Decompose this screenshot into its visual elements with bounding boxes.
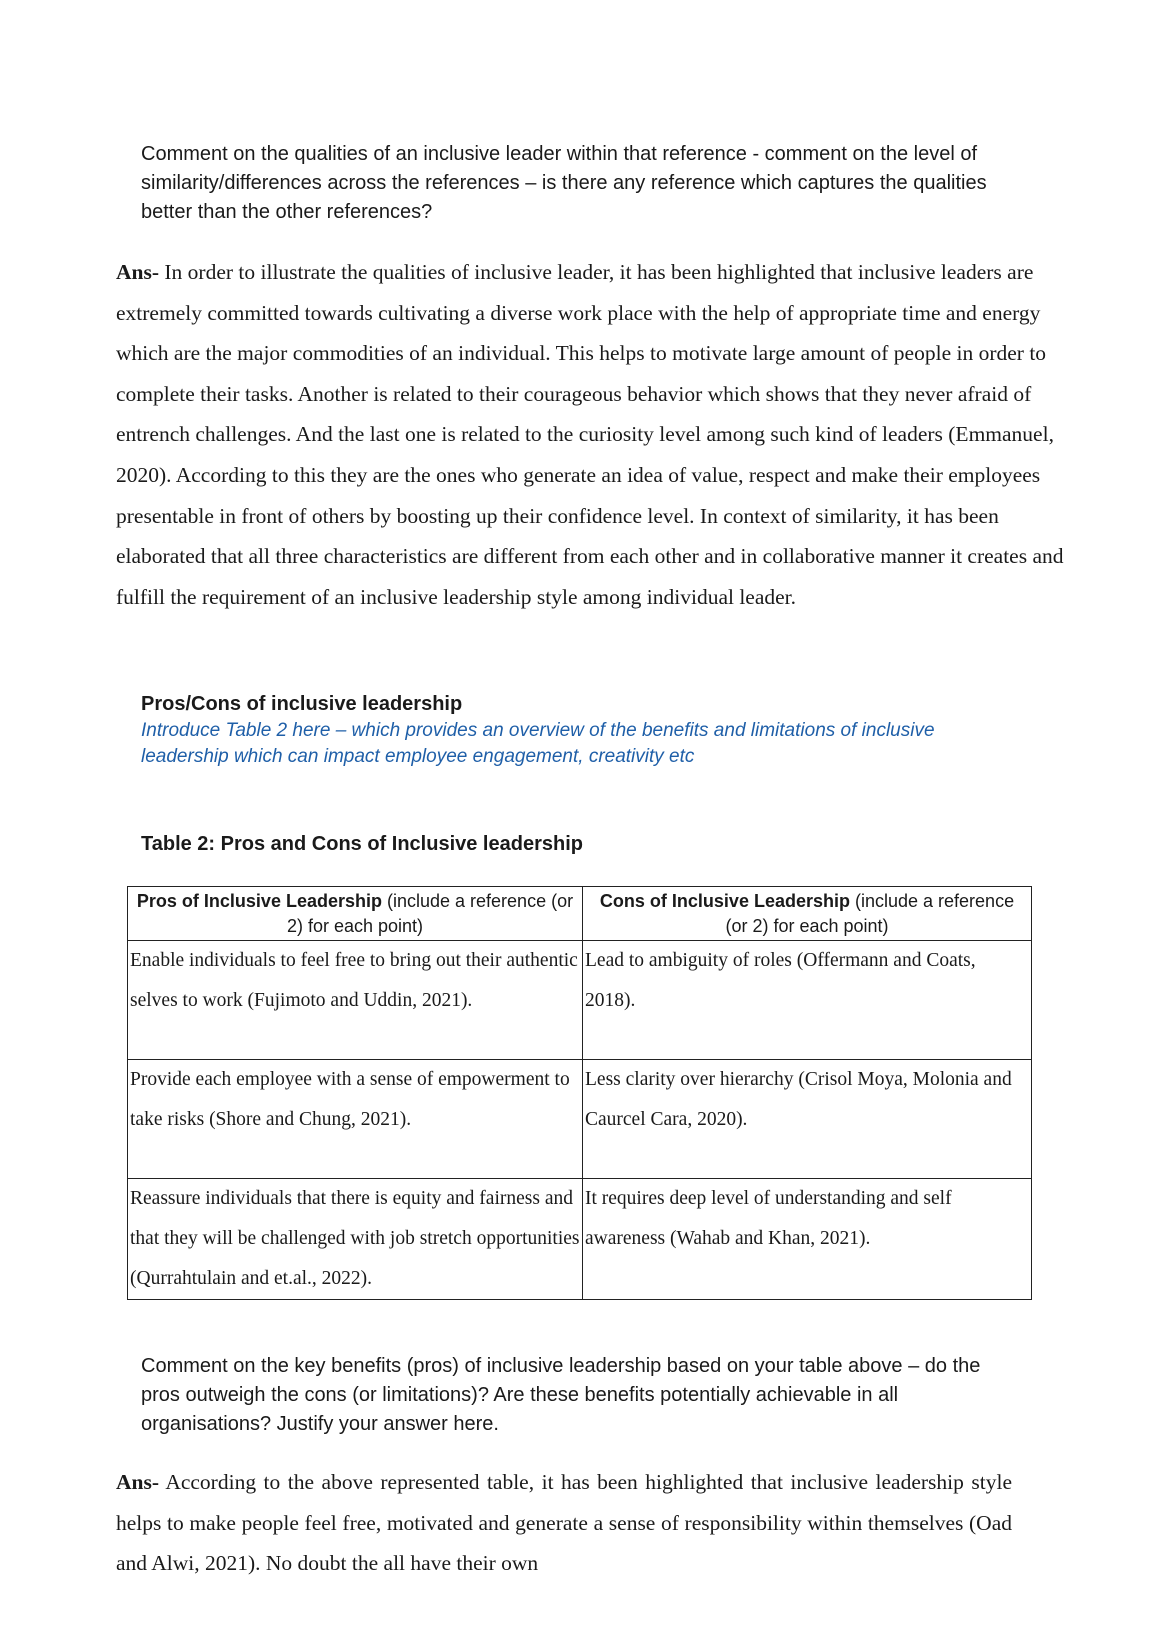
cons-header	[583, 887, 1032, 941]
question-2: Comment on the key benefits (pros) of inclusive leadership based on your table above – do the pros outweigh the cons (or limitations)? Are these benefits potentially achievable in all organisations? Justify your answer here.	[141, 1355, 981, 1435]
question-1: Comment on the qualities of an inclusive leader within that reference - comment on the level of similarity/differences across the references – is there any reference which captures the qualities better than the other references?	[141, 143, 987, 223]
answer-1-label: Ans-	[116, 260, 160, 284]
cons-header-bold: Cons of Inclusive Leadership	[599, 891, 850, 911]
pro-cell: Provide each employee with a sense of empowerment to take risks (Shore and Chung, 2021).	[128, 1060, 583, 1179]
answer-1-text: In order to illustrate the qualities of inclusive leader, it has been highlighted that inclusive leaders are extremely committed towards cultivating a diverse work place with the help of appropriate time and energy which are the major commodities of an individual. This helps to motivate large amount of people in order to complete their tasks. Another is related to their courageous behavior which shows that they never afraid of entrench challenges. And the last one is related to the curiosity level among such kind of leaders (Emmanuel, 2020). According to this they are the ones who generate an idea of value, respect and make their employees presentable in front of others by boosting up their confidence level. In context of similarity, it has been elaborated that all three characteristics are different from each other and in collaborative manner it creates and fulfill the requirement of an inclusive leadership style among individual leader.	[116, 260, 1064, 609]
con-cell: It requires deep level of understanding and self awareness (Wahab and Khan, 2021).	[583, 1179, 1032, 1300]
pro-cell: Enable individuals to feel free to bring out their authentic selves to work (Fujimoto and Uddin, 2021).	[128, 941, 583, 1060]
table-header-row	[128, 887, 1032, 941]
con-cell: Less clarity over hierarchy (Crisol Moya, Molonia and Caurcel Cara, 2020).	[583, 1060, 1032, 1179]
section-heading: Pros/Cons of inclusive leadership	[141, 693, 463, 715]
pros-cons-table	[127, 886, 1032, 1300]
pros-header-bold: Pros of Inclusive Leadership	[136, 891, 382, 911]
answer-2	[116, 1462, 1012, 1584]
answer-2-text: According to the above represented table, it has been highlighted that inclusive leadership style helps to make people feel free, motivated and generate a sense of responsibility within themselves (Oad and Alwi, 2021). No doubt the all have their own	[116, 1470, 1012, 1576]
table-title: Table 2: Pros and Cons of Inclusive leadership	[141, 833, 583, 855]
answer-1	[116, 252, 1086, 617]
table-row	[128, 1179, 1032, 1300]
cons-header-rest: (include a reference (or 2) for each point)	[725, 891, 1015, 936]
con-cell: Lead to ambiguity of roles (Offermann and Coats, 2018).	[583, 941, 1032, 1060]
pros-header-rest: (include a reference (or 2) for each point)	[286, 891, 574, 936]
table-row	[128, 1060, 1032, 1179]
table-row	[128, 941, 1032, 1060]
pro-cell: Reassure individuals that there is equity and fairness and that they will be challenged with job stretch opportunities (Qurrahtulain and et.al., 2022).	[128, 1179, 583, 1300]
section-intro: Introduce Table 2 here – which provides an overview of the benefits and limitations of inclusive leadership which can impact employee engagement, creativity etc	[141, 720, 935, 767]
answer-2-label: Ans-	[116, 1470, 160, 1494]
pros-header	[128, 887, 583, 941]
